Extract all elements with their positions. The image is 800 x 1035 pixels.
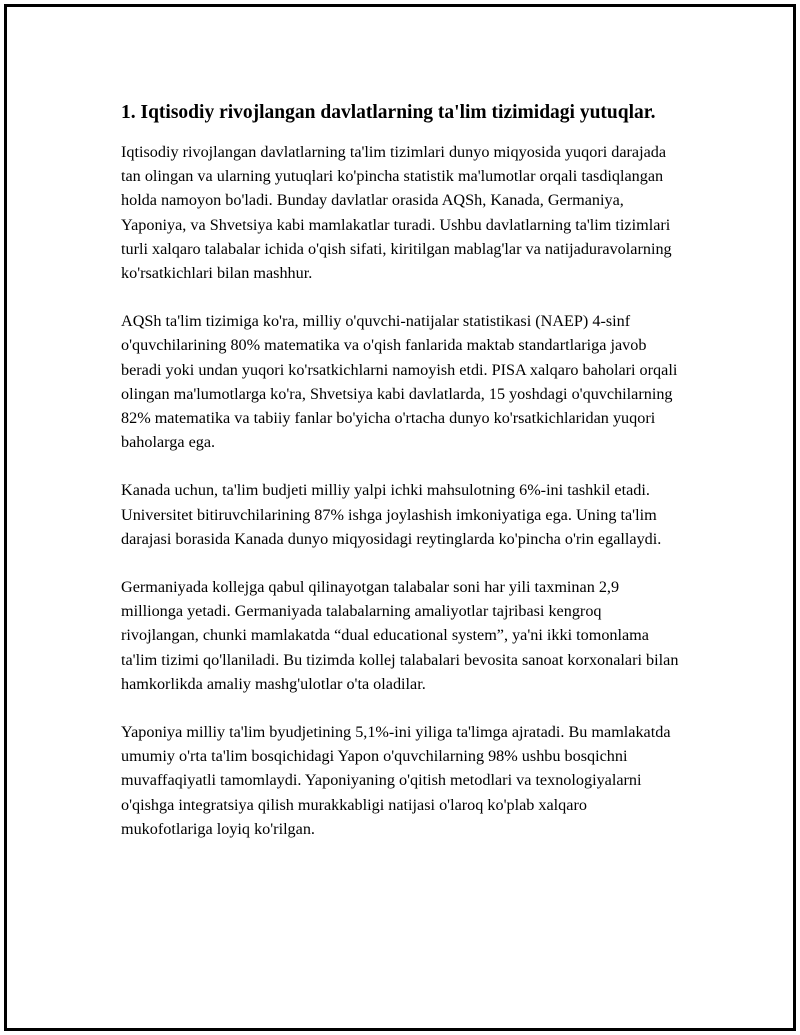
paragraph-intro: Iqtisodiy rivojlangan davlatlarning ta'lim tizimlari dunyo miqyosida yuqori darajada tan olingan va ularning yutuqlari ko'pincha statistik ma'lumotlar orqali tasdiqlangan holda namoyon bo'ladi. Bunday davlatlar orasida AQSh, Kanada, Germaniya, Yaponiya, va Shvetsiya kabi mamlakatlar turadi. Ushbu davlatlarning ta'lim tizimlari turli xalqaro talabalar ichida o'qish sifati, kiritilgan mablag'lar va natijaduravolarning ko'rsatkichlari bilan mashhur. [121, 143, 672, 283]
paragraph-japan: Yaponiya milliy ta'lim byudjetining 5,1%-ini yiliga ta'limga ajratadi. Bu mamlakatda umumiy o'rta ta'lim bosqichidagi Yapon o'quvchilarning 98% ushbu bosqichni muvaffaqiyatli tamomlaydi. Yaponiyaning o'qitish metodlari va texnologiyalarni o'qishga integratsiya qilish murakkabligi natijasi o'laroq ko'plab xalqaro mukofotlariga loyiq ko'rilgan. [121, 723, 671, 838]
paragraph-canada: Kanada uchun, ta'lim budjeti milliy yalpi ichki mahsulotning 6%-ini tashkil etadi. Universitet bitiruvchilarining 87% ishga joylashish imkoniyatiga ega. Uning ta'lim darajasi borasida Kanada dunyo miqyosidagi reytinglarda ko'pincha o'rin egallaydi. [121, 481, 662, 548]
section-heading: 1. Iqtisodiy rivojlangan davlatlarning ta'lim tizimidagi yutuqlar. [121, 102, 656, 123]
document-body [121, 99, 681, 865]
paragraph-usa: AQSh ta'lim tizimiga ko'ra, milliy o'quvchi-natijalar statistikasi (NAEP) 4-sinf o'quvchilarining 80% matematika va o'qish fanlarida maktab standartlariga javob beradi yoki undan yuqori ko'rsatkichlarni namoyish etdi. PISA xalqaro baholari orqali olingan ma'lumotlarga ko'ra, Shvetsiya kabi davlatlarda, 15 yoshdagi o'quvchilarning 82% matematika va tabiiy fanlar bo'yicha o'rtacha dunyo ko'rsatkichlaridan yuqori baholarga ega. [121, 312, 678, 452]
paragraph-germany: Germaniyada kollejga qabul qilinayotgan talabalar soni har yili taxminan 2,9 millionga yetadi. Germaniyada talabalarning amaliyotlar tajribasi kengroq rivojlangan, chunki mamlakatda “dual educational system”, ya'ni ikki tomonlama ta'lim tizimi qo'llaniladi. Bu tizimda kollej talabalari bevosita sanoat korxonalari bilan hamkorlikda amaliy mashg'ulotlar o'ta oladilar. [121, 578, 679, 693]
page-frame [4, 4, 796, 1031]
